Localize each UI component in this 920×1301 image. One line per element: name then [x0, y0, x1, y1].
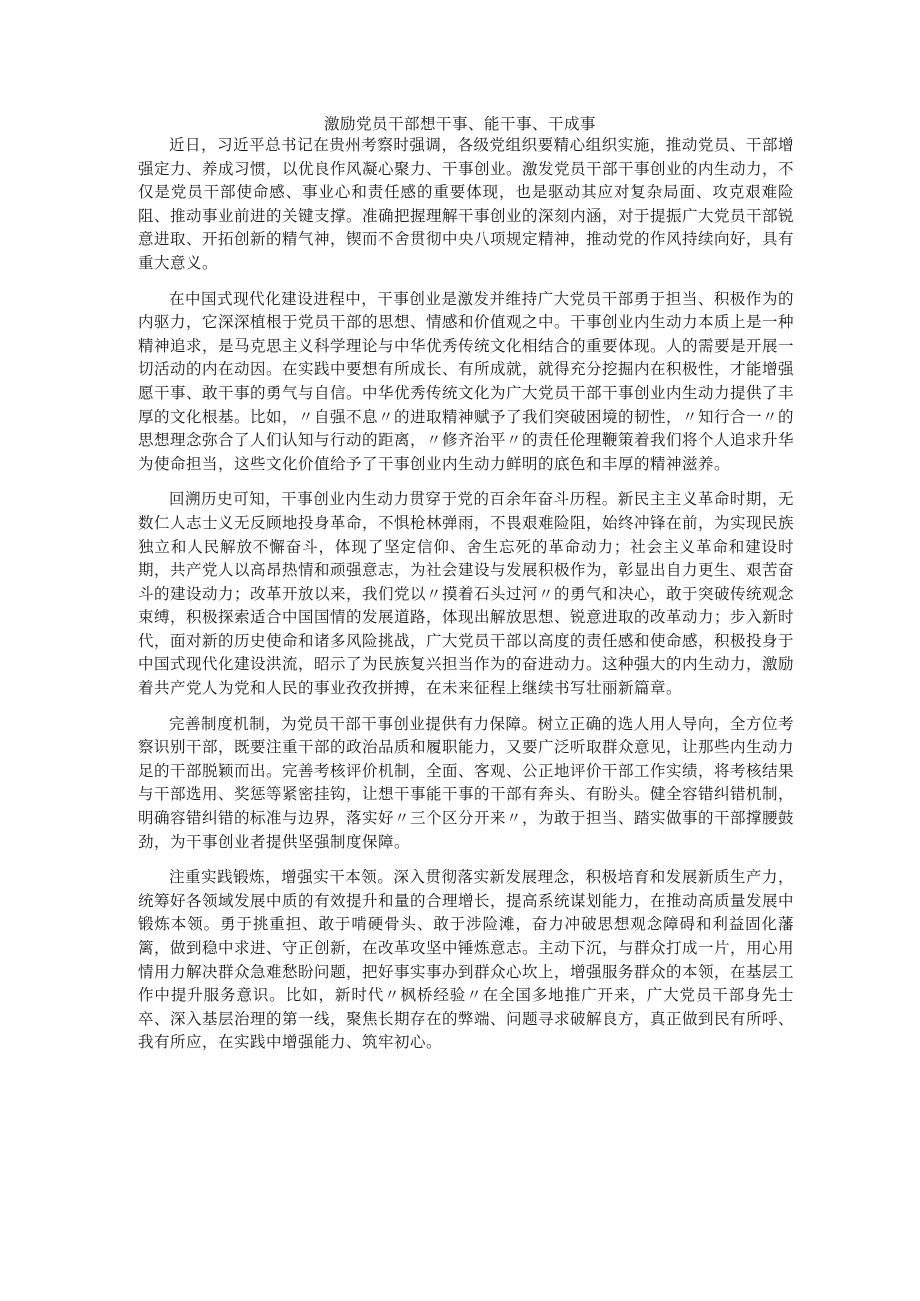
document-title: 激励党员干部想干事、能干事、干成事 — [323, 115, 596, 133]
paragraph-3: 回溯历史可知，干事创业内生动力贯穿于党的百余年奋斗历程。新民主主义革命时期，无数仁人志士义无反顾地投身革命，不惧枪林弹雨，不畏艰难险阻，始终冲锋在前，为实现民族独立和人民解放不懈奋斗，体现了坚定信仰、舍生忘死的革命动力；社会主义革命和建设时期，共产党人以高昂热情和顽强意志，为社会建设与发展积极作为，彰显出自力更生、艰苦奋斗的建设动力；改革开放以来，我们党以〃摸着石头过河〃的勇气和决心，敢于突破传统观念束缚，积极探索适合中国国情的发展道路，体现出解放思想、锐意进取的改革动力；步入新时代，面对新的历史使命和诸多风险挑战，广大党员干部以高度的责任感和使命感，积极投身于中国式现代化建设洪流，昭示了为民族复兴担当作为的奋进动力。这种强大的内生动力，激励着共产党人为党和人民的事业孜孜拼搏，在未来征程上继续书写壮丽新篇章。 — [138, 490, 795, 698]
paragraph-5: 注重实践锻炼，增强实干本领。深入贯彻落实新发展理念，积极培育和发展新质生产力，统筹好各领域发展中质的有效提升和量的合理增长，提高系统谋划能力，在推动高质量发展中锻炼本领。勇于挑重担、敢于啃硬骨头、敢于涉险滩，奋力冲破思想观念障碍和利益固化藩篱，做到稳中求进、守正创新，在改革攻坚中锤炼意志。主动下沉，与群众打成一片，用心用情用力解决群众急难愁盼问题，把好事实事办到群众心坎上，增强服务群众的本领，在基层工作中提升服务意识。比如，新时代〃枫桥经验〃在全国多地推广开来，广大党员干部身先士卒、深入基层治理的第一线，聚焦长期存在的弊端、问题寻求破解良方，真正做到民有所呼、我有所应，在实践中增强能力、筑牢初心。 — [138, 868, 795, 1052]
paragraph-1: 近日，习近平总书记在贵州考察时强调，各级党组织要精心组织实施，推动党员、干部增强定力、养成习惯，以优良作风凝心聚力、干事创业。激发党员干部干事创业的内生动力，不仅是党员干部使命感、事业心和责任感的重要体现，也是驱动其应对复杂局面、攻克艰难险阻、推动事业前进的关键支撑。准确把握理解干事创业的深刻内涵，对于提振广大党员干部锐意进取、开拓创新的精气神，锲而不舍贯彻中央八项规定精神，推动党的作风持续向好，具有重大意义。 — [138, 136, 795, 272]
paragraph-2: 在中国式现代化建设进程中，干事创业是激发并维持广大党员干部勇于担当、积极作为的内驱力，它深深植根于党员干部的思想、情感和价值观之中。干事创业内生动力本质上是一种精神追求，是马克思主义科学理论与中华优秀传统文化相结合的重要体现。人的需要是开展一切活动的内在动因。在实践中要想有所成长、有所成就，就得充分挖掘内在积极性，才能增强愿干事、敢干事的勇气与自信。中华优秀传统文化为广大党员干部干事创业内生动力提供了丰厚的文化根基。比如，〃自强不息〃的进取精神赋予了我们突破困境的韧性，〃知行合一〃的思想理念弥合了人们认知与行动的距离，〃修齐治平〃的责任伦理鞭策着我们将个人追求升华为使命担当，这些文化价值给予了干事创业内生动力鲜明的底色和丰厚的精神滋养。 — [138, 289, 795, 473]
paragraph-4: 完善制度机制，为党员干部干事创业提供有力保障。树立正确的选人用人导向，全方位考察识别干部，既要注重干部的政治品质和履职能力，又要广泛听取群众意见，让那些内生动力足的干部脱颖而出。完善考核评价机制，全面、客观、公正地评价干部工作实绩，将考核结果与干部选用、奖惩等紧密挂钩，让想干事能干事的干部有奔头、有盼头。健全容错纠错机制，明确容错纠错的标准与边界，落实好〃三个区分开来〃，为敢于担当、踏实做事的干部撑腰鼓劲，为干事创业者提供坚强制度保障。 — [138, 714, 795, 851]
document-body — [138, 134, 794, 1067]
